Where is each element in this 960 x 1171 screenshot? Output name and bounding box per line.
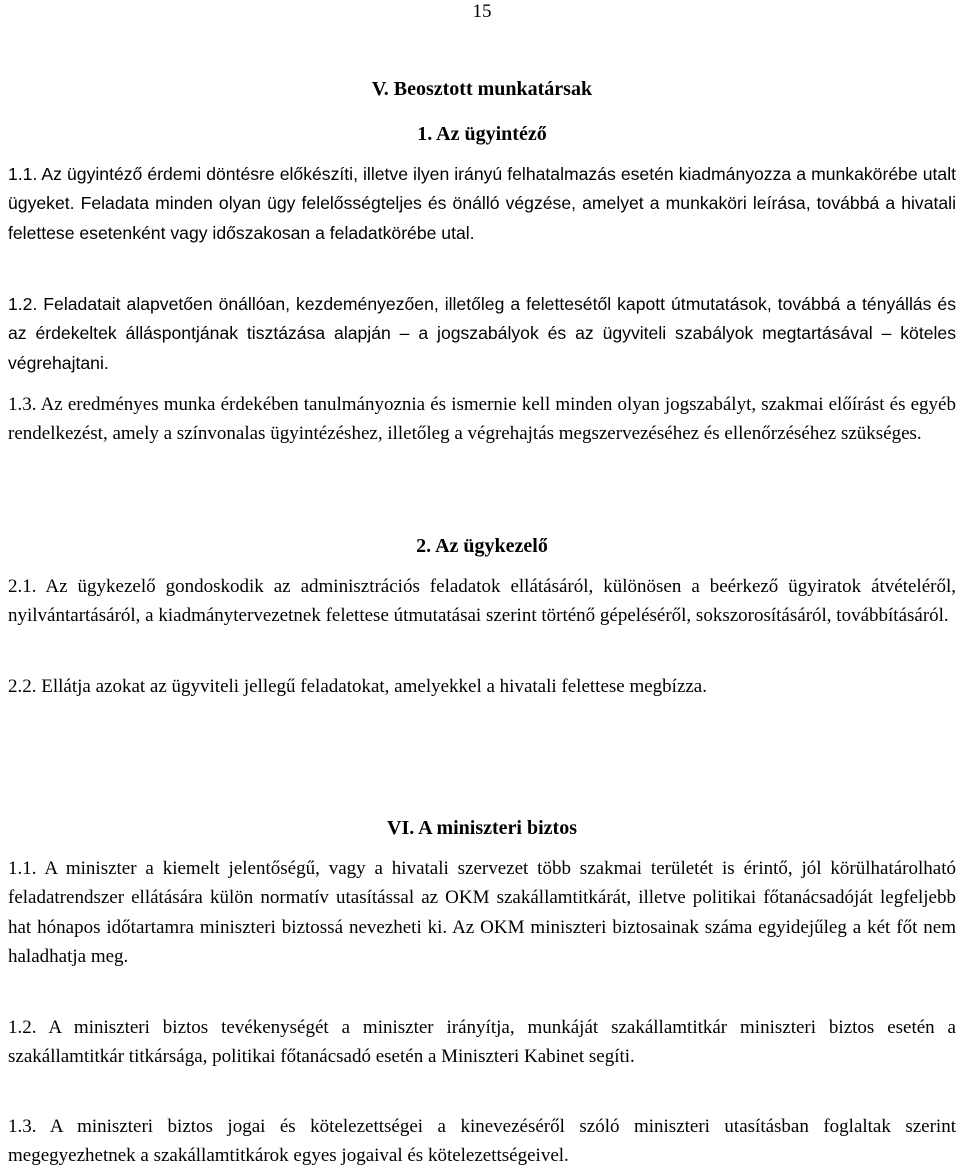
section-heading-ugyintezo: 1. Az ügyintéző <box>417 123 547 145</box>
paragraph-1-2: 1.2. Feladatait alapvetően önállóan, kezdeményezően, illetőleg a felettesétől kapott útmutatások, továbbá a tényállás és az érdekeltek álláspontjának tisztázása alapján – a jogszabályok és az ügyviteli szabályok megtartásával – köteles végrehajtani. <box>8 294 956 373</box>
paragraph-2-1: 2.1. Az ügykezelő gondoskodik az adminisztrációs feladatok ellátásáról, különösen a beérkező ügyiratok átvételéről, nyilvántartásáról, a kiadmánytervezetnek felettese útmutatásai szerint történő gépeléséről, sokszorosításáról, továbbításáról. <box>8 576 956 627</box>
paragraph-1-3: 1.3. Az eredményes munka érdekében tanulmányoznia és ismernie kell minden olyan jogszabályt, szakmai előírást és egyéb rendelkezést, amely a színvonalas ügyintézéshez, illetőleg a végrehajtás megszervezéséhez és ellenőrzéséhez szükséges. <box>8 394 956 445</box>
paragraph-1-1: 1.1. Az ügyintéző érdemi döntésre előkészíti, illetve ilyen irányú felhatalmazás esetén kiadmányozza a munkakörébe utalt ügyeket. Feladata minden olyan ügy felelősségteljes és önálló végzése, amelyet a munkaköri leírása, továbbá a hivatali felettese esetenként vagy időszakosan a feladatkörébe utal. <box>8 164 956 243</box>
paragraph-vi-1-3: 1.3. A miniszteri biztos jogai és kötelezettségei a kinevezéséről szóló miniszteri utasításban foglaltak szerint megegyezhetnek a szakállamtitkárok egyes jogaival és kötelezettségeivel. <box>8 1116 956 1167</box>
paragraph-2-2: 2.2. Ellátja azokat az ügyviteli jellegű feladatokat, amelyekkel a hivatali felettese megbízza. <box>8 676 707 697</box>
chapter-heading-vi: VI. A miniszteri biztos <box>387 817 577 839</box>
paragraph-vi-1-2: 1.2. A miniszteri biztos tevékenységét a miniszter irányítja, munkáját szakállamtitkár miniszteri biztos esetén a szakállamtitkár titkársága, politikai főtanácsadó esetén a Miniszteri Kabinet segíti. <box>8 1017 956 1068</box>
section-heading-ugykezelo: 2. Az ügykezelő <box>416 535 548 557</box>
paragraph-vi-1-1: 1.1. A miniszter a kiemelt jelentőségű, vagy a hivatali szervezet több szakmai területét is érintő, jól körülhatárolható feladatrendszer ellátására külön normatív utasítással az OKM szakállamtitkárát, illetve politikai főtanácsadóját legfeljebb hat hónapos időtartamra miniszteri biztossá nevezheti ki. Az OKM miniszteri biztosainak száma egyidejűleg a két főt nem haladhatja meg. <box>8 858 956 968</box>
chapter-heading-v: V. Beosztott munkatársak <box>371 78 593 100</box>
page-number: 15 <box>472 1 492 22</box>
